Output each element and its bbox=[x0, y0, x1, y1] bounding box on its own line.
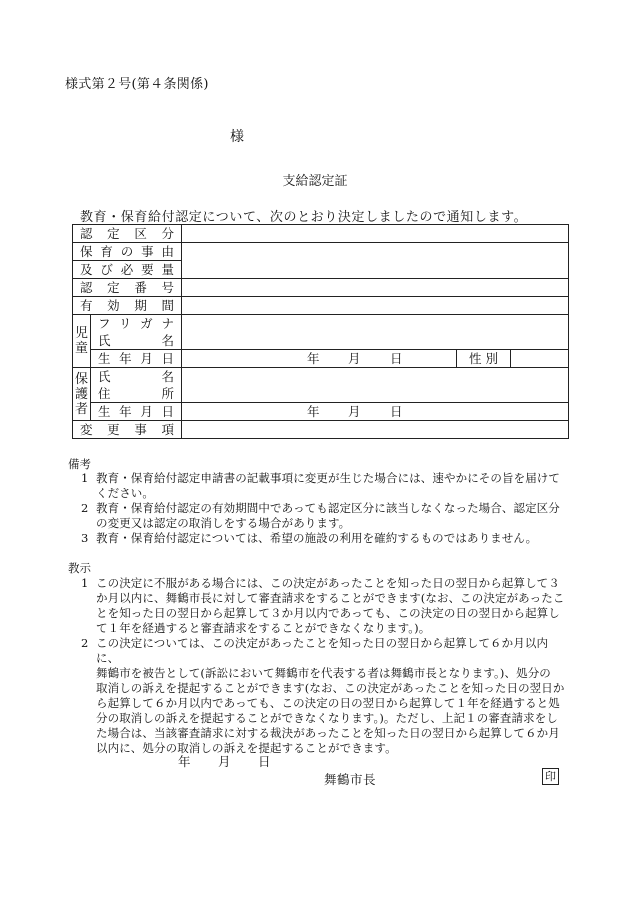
row-guardian-address bbox=[73, 385, 569, 403]
instructions-line: て１年を経過すると審査請求をすることができなくなります。)。 bbox=[96, 621, 431, 635]
row-child-furigana bbox=[73, 315, 569, 333]
row-child-name bbox=[73, 332, 569, 350]
label-furigana: フリガナ bbox=[91, 315, 182, 333]
value-validity[interactable] bbox=[182, 297, 569, 315]
row-cert-number bbox=[73, 279, 569, 297]
remarks-item-2 bbox=[78, 501, 566, 531]
footer-month: 月 bbox=[218, 754, 231, 769]
instructions-item-2 bbox=[78, 636, 566, 756]
remarks-line: 教育・保育給付認定については、希望の施設の利用を確約するものではありません。 bbox=[96, 531, 538, 545]
remarks-line: 教育・保育給付認定申請書の記載事項に変更が生じた場合には、速やかにその旨を届けて bbox=[96, 471, 560, 485]
child-dob-day: 日 bbox=[390, 351, 403, 366]
instructions-num: 1 bbox=[81, 576, 89, 590]
value-guardian-name[interactable] bbox=[182, 368, 569, 386]
label-category: 認定区分 bbox=[73, 225, 182, 243]
addressee-suffix: 様 bbox=[230, 129, 244, 145]
row-guardian-dob bbox=[73, 403, 569, 421]
guardian-char-3: 者 bbox=[74, 401, 88, 417]
instructions-line: た場合は、当該審査請求に対する裁決があったことを知った日の翌日から起算して６か月 bbox=[96, 726, 560, 740]
value-category[interactable] bbox=[182, 225, 569, 243]
instructions-line: ら起算して６か月以内であっても、この決定の日の翌日から起算して１年を経過すると処 bbox=[96, 696, 560, 710]
remarks-item-1 bbox=[78, 471, 566, 501]
row-child-dob bbox=[73, 350, 569, 368]
issuer-mayor: 舞鶴市長 bbox=[324, 772, 377, 787]
row-validity bbox=[73, 297, 569, 315]
value-guardian-dob[interactable] bbox=[182, 403, 569, 421]
seal-mark: 印 bbox=[542, 768, 559, 785]
child-char-2: 童 bbox=[74, 341, 88, 356]
instructions-line: この決定に不服がある場合には、この決定があったことを知った日の翌日から起算して３ bbox=[96, 576, 560, 590]
remarks-line: ください。 bbox=[96, 486, 154, 500]
label-validity: 有効期間 bbox=[73, 297, 182, 315]
footer-year: 年 bbox=[178, 754, 191, 769]
instructions-num: 2 bbox=[81, 636, 89, 650]
value-changes[interactable] bbox=[182, 421, 569, 439]
label-guardian-dob: 生年月日 bbox=[91, 403, 182, 421]
label-guardian-address: 住所 bbox=[91, 385, 182, 403]
child-dob-year: 年 bbox=[307, 351, 320, 366]
label-sex: 性別 bbox=[457, 350, 511, 368]
value-child-dob[interactable] bbox=[182, 350, 457, 368]
label-child-dob: 生年月日 bbox=[91, 350, 182, 368]
value-cert-number[interactable] bbox=[182, 279, 569, 297]
instructions-line: 以内に、処分の取消しの訴えを提起することができます。 bbox=[96, 741, 397, 755]
guardian-char-2: 護 bbox=[74, 386, 88, 402]
remarks-num: 3 bbox=[81, 531, 89, 545]
instructions-line: この決定については、この決定があったことを知った日の翌日から起算して６か月以内に、 bbox=[96, 636, 549, 665]
child-dob-month: 月 bbox=[348, 351, 361, 366]
instructions-line: とを知った日の翌日から起算して３か月以内であっても、この決定の日の翌日から起算し bbox=[96, 606, 560, 620]
value-furigana[interactable] bbox=[182, 315, 569, 333]
label-cert-number: 認定番号 bbox=[73, 279, 182, 297]
label-changes: 変更事項 bbox=[73, 421, 182, 439]
label-guardian-group bbox=[73, 368, 91, 421]
remarks-line: の変更又は認定の取消しをする場合があります。 bbox=[96, 516, 351, 530]
label-child-group bbox=[73, 315, 91, 368]
guardian-dob-year: 年 bbox=[307, 404, 320, 419]
document-title: 支給認定証 bbox=[282, 174, 348, 189]
value-sex[interactable] bbox=[511, 350, 569, 368]
guardian-dob-month: 月 bbox=[348, 404, 361, 419]
value-guardian-address[interactable] bbox=[182, 385, 569, 403]
value-reason[interactable] bbox=[182, 243, 569, 279]
row-changes bbox=[73, 421, 569, 439]
remarks-num: 1 bbox=[81, 471, 89, 485]
remarks-line: 教育・保育給付認定の有効期間中であっても認定区分に該当しなくなった場合、認定区分 bbox=[96, 501, 560, 515]
notice-text: 教育・保育給付認定について、次のとおり決定しましたので通知します。 bbox=[80, 210, 528, 225]
instructions-line: 舞鶴市を被告として(訴訟において舞鶴市を代表する者は舞鶴市長となります。)、処分の bbox=[96, 666, 551, 680]
instructions-line: 取消しの訴えを提起することができます(なお、この決定があったことを知った日の翌日か bbox=[96, 681, 565, 695]
guardian-char-1: 保 bbox=[74, 371, 88, 387]
value-child-name[interactable] bbox=[182, 332, 569, 350]
label-reason-1: 保育の事由 bbox=[73, 243, 182, 261]
certificate-table bbox=[72, 224, 569, 439]
child-char-1: 児 bbox=[74, 326, 88, 341]
label-reason-2: 及び必要量 bbox=[73, 261, 182, 279]
instructions-heading: 教示 bbox=[68, 561, 91, 575]
form-number: 様式第２号(第４条関係) bbox=[65, 77, 209, 92]
row-reason bbox=[73, 243, 569, 261]
remarks-heading: 備考 bbox=[68, 457, 91, 471]
label-child-name: 氏名 bbox=[91, 332, 182, 350]
label-guardian-name: 氏名 bbox=[91, 368, 182, 386]
guardian-dob-day: 日 bbox=[390, 404, 403, 419]
instructions-line: 分の取消しの訴えを提起することができなくなります。)。ただし、上記１の審査請求をし bbox=[96, 711, 558, 725]
footer-day: 日 bbox=[258, 754, 271, 769]
instructions-line: か月以内に、舞鶴市長に対して審査請求をすることができます(なお、この決定があったこ bbox=[96, 591, 565, 605]
remarks-num: 2 bbox=[81, 501, 89, 515]
row-category bbox=[73, 225, 569, 243]
row-guardian-name bbox=[73, 368, 569, 386]
remarks-item-3 bbox=[78, 531, 566, 546]
instructions-item-1 bbox=[78, 576, 566, 636]
